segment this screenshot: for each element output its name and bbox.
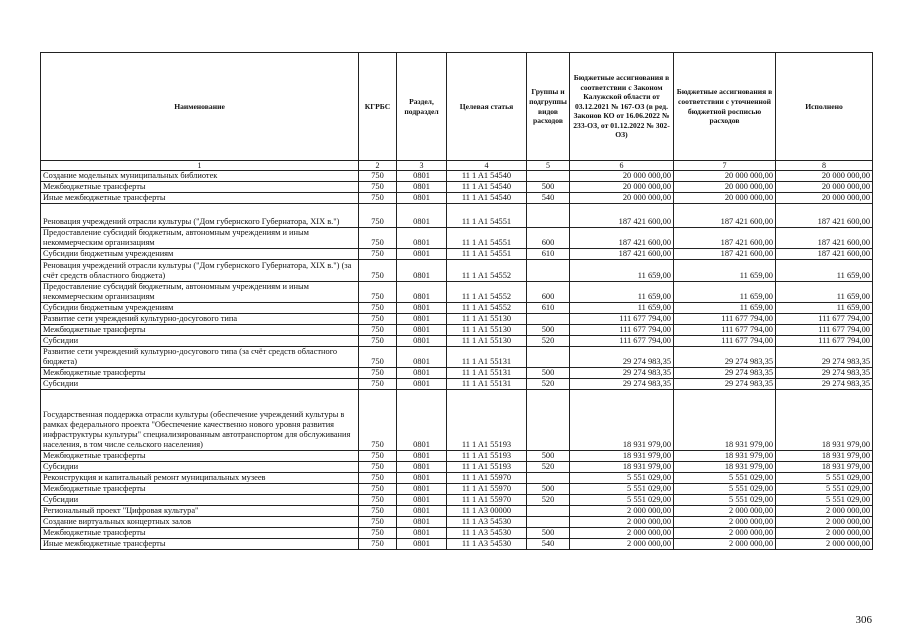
table-row	[41, 193, 873, 204]
row-target: 11 1 A1 54551	[447, 228, 527, 249]
row-name: Субсидии бюджетным учреждениям	[41, 249, 359, 260]
row-razdel: 0801	[397, 249, 447, 260]
row-razdel: 0801	[397, 260, 447, 282]
row-kgrbs: 750	[359, 303, 397, 314]
row-refined-amount: 11 659,00	[674, 303, 776, 314]
row-refined-amount: 187 421 600,00	[674, 228, 776, 249]
row-target: 11 1 A1 55970	[447, 495, 527, 506]
column-number: 3	[397, 161, 447, 171]
row-kgrbs: 750	[359, 336, 397, 347]
row-name: Государственная поддержка отрасли культуры (обеспечение учреждений культуры в рамках федерального проекта "Обеспечение качественно нового уровня развития инфраструктуры культуры" специализированным автотранспортом для обслуживания населения, в том числе сельского населения)	[41, 390, 359, 451]
table-row	[41, 379, 873, 390]
row-law-amount: 29 274 983,35	[570, 379, 674, 390]
header-target: Целевая статья	[447, 53, 527, 161]
row-refined-amount: 5 551 029,00	[674, 484, 776, 495]
row-refined-amount: 29 274 983,35	[674, 379, 776, 390]
row-law-amount: 11 659,00	[570, 282, 674, 303]
row-target: 11 1 A1 54551	[447, 249, 527, 260]
row-target: 11 1 A1 55130	[447, 325, 527, 336]
row-razdel: 0801	[397, 517, 447, 528]
row-refined-amount: 2 000 000,00	[674, 517, 776, 528]
header-name: Наименование	[41, 53, 359, 161]
row-name: Иные межбюджетные трансферты	[41, 193, 359, 204]
row-refined-amount: 187 421 600,00	[674, 204, 776, 228]
row-razdel: 0801	[397, 228, 447, 249]
row-kgrbs: 750	[359, 249, 397, 260]
row-kgrbs: 750	[359, 260, 397, 282]
budget-sheet	[40, 52, 872, 550]
table-row	[41, 462, 873, 473]
row-razdel: 0801	[397, 314, 447, 325]
column-number: 7	[674, 161, 776, 171]
table-row	[41, 368, 873, 379]
row-refined-amount: 5 551 029,00	[674, 495, 776, 506]
row-done-amount: 29 274 983,35	[776, 368, 873, 379]
row-target: 11 1 A1 55193	[447, 462, 527, 473]
row-razdel: 0801	[397, 539, 447, 550]
row-razdel: 0801	[397, 506, 447, 517]
row-target: 11 1 A1 55131	[447, 347, 527, 368]
row-done-amount: 2 000 000,00	[776, 528, 873, 539]
column-number: 2	[359, 161, 397, 171]
row-group: 520	[527, 379, 570, 390]
row-target: 11 1 A1 54540	[447, 193, 527, 204]
row-group	[527, 314, 570, 325]
row-done-amount: 20 000 000,00	[776, 193, 873, 204]
row-done-amount: 187 421 600,00	[776, 249, 873, 260]
row-done-amount: 11 659,00	[776, 260, 873, 282]
table-row	[41, 336, 873, 347]
row-kgrbs: 750	[359, 368, 397, 379]
row-done-amount: 111 677 794,00	[776, 336, 873, 347]
row-group: 600	[527, 282, 570, 303]
row-refined-amount: 29 274 983,35	[674, 347, 776, 368]
row-group: 500	[527, 484, 570, 495]
row-name: Реновация учреждений отрасли культуры ("Дом губернского Губернатора, XIX в.")	[41, 204, 359, 228]
row-target: 11 1 A1 54552	[447, 282, 527, 303]
row-group: 520	[527, 462, 570, 473]
row-done-amount: 2 000 000,00	[776, 539, 873, 550]
row-group	[527, 260, 570, 282]
row-razdel: 0801	[397, 182, 447, 193]
row-target: 11 1 A1 54540	[447, 182, 527, 193]
column-number: 5	[527, 161, 570, 171]
row-done-amount: 29 274 983,35	[776, 347, 873, 368]
row-law-amount: 2 000 000,00	[570, 539, 674, 550]
row-refined-amount: 20 000 000,00	[674, 193, 776, 204]
row-name: Развитие сети учреждений культурно-досугового типа	[41, 314, 359, 325]
row-razdel: 0801	[397, 462, 447, 473]
row-done-amount: 18 931 979,00	[776, 451, 873, 462]
row-razdel: 0801	[397, 390, 447, 451]
row-razdel: 0801	[397, 336, 447, 347]
row-name: Региональный проект "Цифровая культура"	[41, 506, 359, 517]
row-group	[527, 517, 570, 528]
row-group: 610	[527, 249, 570, 260]
row-target: 11 1 A1 55970	[447, 484, 527, 495]
row-name: Субсидии бюджетным учреждениям	[41, 303, 359, 314]
row-kgrbs: 750	[359, 451, 397, 462]
row-target: 11 1 A3 54530	[447, 517, 527, 528]
row-name: Создание модельных муниципальных библиотек	[41, 171, 359, 182]
row-kgrbs: 750	[359, 282, 397, 303]
row-refined-amount: 18 931 979,00	[674, 451, 776, 462]
budget-table	[40, 52, 873, 550]
row-law-amount: 20 000 000,00	[570, 171, 674, 182]
table-row	[41, 528, 873, 539]
row-target: 11 1 A1 55193	[447, 390, 527, 451]
table-row	[41, 539, 873, 550]
row-kgrbs: 750	[359, 325, 397, 336]
row-law-amount: 111 677 794,00	[570, 336, 674, 347]
row-name: Межбюджетные трансферты	[41, 325, 359, 336]
row-refined-amount: 111 677 794,00	[674, 325, 776, 336]
row-target: 11 1 A1 55130	[447, 314, 527, 325]
row-group: 610	[527, 303, 570, 314]
row-law-amount: 29 274 983,35	[570, 368, 674, 379]
table-row	[41, 325, 873, 336]
row-group	[527, 473, 570, 484]
row-name: Межбюджетные трансферты	[41, 484, 359, 495]
row-kgrbs: 750	[359, 171, 397, 182]
row-law-amount: 187 421 600,00	[570, 228, 674, 249]
row-name: Субсидии	[41, 379, 359, 390]
header-row	[41, 53, 873, 161]
row-kgrbs: 750	[359, 182, 397, 193]
header-groups: Группы и подгруппы видов расходов	[527, 53, 570, 161]
row-kgrbs: 750	[359, 495, 397, 506]
row-kgrbs: 750	[359, 517, 397, 528]
row-refined-amount: 20 000 000,00	[674, 171, 776, 182]
row-target: 11 1 A1 55131	[447, 379, 527, 390]
row-refined-amount: 111 677 794,00	[674, 314, 776, 325]
row-law-amount: 5 551 029,00	[570, 473, 674, 484]
row-law-amount: 11 659,00	[570, 260, 674, 282]
row-done-amount: 5 551 029,00	[776, 495, 873, 506]
row-law-amount: 111 677 794,00	[570, 325, 674, 336]
row-name: Предоставление субсидий бюджетным, автономным учреждениям и иным некоммерческим организациям	[41, 228, 359, 249]
table-row	[41, 347, 873, 368]
row-name: Межбюджетные трансферты	[41, 528, 359, 539]
row-group: 500	[527, 325, 570, 336]
row-law-amount: 18 931 979,00	[570, 451, 674, 462]
row-law-amount: 29 274 983,35	[570, 347, 674, 368]
row-done-amount: 111 677 794,00	[776, 325, 873, 336]
row-kgrbs: 750	[359, 314, 397, 325]
row-target: 11 1 A1 55131	[447, 368, 527, 379]
row-name: Субсидии	[41, 462, 359, 473]
header-kgrbs: КГРБС	[359, 53, 397, 161]
column-number: 8	[776, 161, 873, 171]
row-name: Субсидии	[41, 495, 359, 506]
row-razdel: 0801	[397, 528, 447, 539]
row-razdel: 0801	[397, 484, 447, 495]
table-row	[41, 451, 873, 462]
table-row	[41, 314, 873, 325]
row-razdel: 0801	[397, 282, 447, 303]
column-number: 6	[570, 161, 674, 171]
row-law-amount: 18 931 979,00	[570, 390, 674, 451]
row-group	[527, 506, 570, 517]
table-row	[41, 260, 873, 282]
row-kgrbs: 750	[359, 473, 397, 484]
row-law-amount: 2 000 000,00	[570, 517, 674, 528]
row-group: 500	[527, 528, 570, 539]
column-number: 1	[41, 161, 359, 171]
row-group	[527, 390, 570, 451]
row-law-amount: 18 931 979,00	[570, 462, 674, 473]
row-done-amount: 18 931 979,00	[776, 462, 873, 473]
row-group: 540	[527, 539, 570, 550]
table-row	[41, 390, 873, 451]
row-group	[527, 204, 570, 228]
row-kgrbs: 750	[359, 484, 397, 495]
row-razdel: 0801	[397, 193, 447, 204]
row-name: Иные межбюджетные трансферты	[41, 539, 359, 550]
row-group: 500	[527, 182, 570, 193]
row-law-amount: 20 000 000,00	[570, 182, 674, 193]
row-name: Межбюджетные трансферты	[41, 368, 359, 379]
row-refined-amount: 187 421 600,00	[674, 249, 776, 260]
row-razdel: 0801	[397, 303, 447, 314]
row-refined-amount: 2 000 000,00	[674, 539, 776, 550]
row-kgrbs: 750	[359, 528, 397, 539]
row-refined-amount: 20 000 000,00	[674, 182, 776, 193]
row-done-amount: 5 551 029,00	[776, 484, 873, 495]
row-razdel: 0801	[397, 325, 447, 336]
row-group: 520	[527, 336, 570, 347]
header-done: Исполнено	[776, 53, 873, 161]
row-kgrbs: 750	[359, 347, 397, 368]
table-row	[41, 204, 873, 228]
row-target: 11 1 A1 54552	[447, 260, 527, 282]
row-target: 11 1 A1 54552	[447, 303, 527, 314]
row-razdel: 0801	[397, 473, 447, 484]
row-razdel: 0801	[397, 368, 447, 379]
row-law-amount: 5 551 029,00	[570, 484, 674, 495]
row-name: Реновация учреждений отрасли культуры ("Дом губернского Губернатора, XIX в.") (за счёт средств областного бюджета)	[41, 260, 359, 282]
row-razdel: 0801	[397, 204, 447, 228]
row-refined-amount: 111 677 794,00	[674, 336, 776, 347]
row-refined-amount: 11 659,00	[674, 282, 776, 303]
table-row	[41, 484, 873, 495]
row-done-amount: 20 000 000,00	[776, 182, 873, 193]
row-kgrbs: 750	[359, 193, 397, 204]
row-refined-amount: 18 931 979,00	[674, 462, 776, 473]
row-law-amount: 187 421 600,00	[570, 204, 674, 228]
row-done-amount: 2 000 000,00	[776, 517, 873, 528]
table-row	[41, 171, 873, 182]
row-refined-amount: 29 274 983,35	[674, 368, 776, 379]
row-law-amount: 111 677 794,00	[570, 314, 674, 325]
row-name: Межбюджетные трансферты	[41, 182, 359, 193]
row-name: Предоставление субсидий бюджетным, автономным учреждениям и иным некоммерческим организациям	[41, 282, 359, 303]
header-refined: Бюджетные ассигнования в соответствии с уточненной бюджетной росписью расходов	[674, 53, 776, 161]
table-row	[41, 506, 873, 517]
row-refined-amount: 11 659,00	[674, 260, 776, 282]
row-group	[527, 171, 570, 182]
row-razdel: 0801	[397, 495, 447, 506]
table-row	[41, 303, 873, 314]
row-done-amount: 18 931 979,00	[776, 390, 873, 451]
row-done-amount: 187 421 600,00	[776, 228, 873, 249]
row-done-amount: 11 659,00	[776, 303, 873, 314]
row-kgrbs: 750	[359, 506, 397, 517]
table-body	[41, 171, 873, 550]
row-target: 11 1 A3 54530	[447, 528, 527, 539]
row-target: 11 1 A3 00000	[447, 506, 527, 517]
row-name: Развитие сети учреждений культурно-досугового типа (за счёт средств областного бюджета)	[41, 347, 359, 368]
row-done-amount: 29 274 983,35	[776, 379, 873, 390]
column-number-row	[41, 161, 873, 171]
row-law-amount: 187 421 600,00	[570, 249, 674, 260]
table-row	[41, 182, 873, 193]
row-kgrbs: 750	[359, 204, 397, 228]
row-target: 11 1 A1 55970	[447, 473, 527, 484]
row-done-amount: 5 551 029,00	[776, 473, 873, 484]
row-refined-amount: 2 000 000,00	[674, 506, 776, 517]
row-done-amount: 11 659,00	[776, 282, 873, 303]
header-razdel: Раздел, подраздел	[397, 53, 447, 161]
table-row	[41, 517, 873, 528]
row-target: 11 1 A1 55193	[447, 451, 527, 462]
row-law-amount: 11 659,00	[570, 303, 674, 314]
table-row	[41, 282, 873, 303]
table-row	[41, 249, 873, 260]
row-razdel: 0801	[397, 171, 447, 182]
row-done-amount: 2 000 000,00	[776, 506, 873, 517]
row-target: 11 1 A1 55130	[447, 336, 527, 347]
row-law-amount: 5 551 029,00	[570, 495, 674, 506]
row-kgrbs: 750	[359, 228, 397, 249]
row-refined-amount: 2 000 000,00	[674, 528, 776, 539]
row-name: Межбюджетные трансферты	[41, 451, 359, 462]
row-name: Реконструкция и капитальный ремонт муниципальных музеев	[41, 473, 359, 484]
row-law-amount: 2 000 000,00	[570, 506, 674, 517]
row-refined-amount: 5 551 029,00	[674, 473, 776, 484]
row-kgrbs: 750	[359, 462, 397, 473]
row-group	[527, 347, 570, 368]
table-row	[41, 473, 873, 484]
row-target: 11 1 A3 54530	[447, 539, 527, 550]
row-name: Субсидии	[41, 336, 359, 347]
row-kgrbs: 750	[359, 539, 397, 550]
page-number: 306	[855, 614, 872, 626]
row-done-amount: 187 421 600,00	[776, 204, 873, 228]
row-kgrbs: 750	[359, 379, 397, 390]
row-target: 11 1 A1 54551	[447, 204, 527, 228]
row-law-amount: 20 000 000,00	[570, 193, 674, 204]
row-group: 500	[527, 451, 570, 462]
row-name: Создание виртуальных концертных залов	[41, 517, 359, 528]
row-group: 500	[527, 368, 570, 379]
row-razdel: 0801	[397, 347, 447, 368]
row-razdel: 0801	[397, 379, 447, 390]
row-refined-amount: 18 931 979,00	[674, 390, 776, 451]
row-target: 11 1 A1 54540	[447, 171, 527, 182]
table-row	[41, 228, 873, 249]
row-group: 520	[527, 495, 570, 506]
row-kgrbs: 750	[359, 390, 397, 451]
row-done-amount: 111 677 794,00	[776, 314, 873, 325]
table-row	[41, 495, 873, 506]
row-group: 540	[527, 193, 570, 204]
row-group: 600	[527, 228, 570, 249]
column-number: 4	[447, 161, 527, 171]
header-law: Бюджетные ассигнования в соответствии с Законом Калужской области от 03.12.2021 № 167-ОЗ (в ред. Законов КО от 16.06.2022 № 233-ОЗ, от 01.12.2022 № 302-ОЗ)	[570, 53, 674, 161]
row-law-amount: 2 000 000,00	[570, 528, 674, 539]
row-done-amount: 20 000 000,00	[776, 171, 873, 182]
row-razdel: 0801	[397, 451, 447, 462]
